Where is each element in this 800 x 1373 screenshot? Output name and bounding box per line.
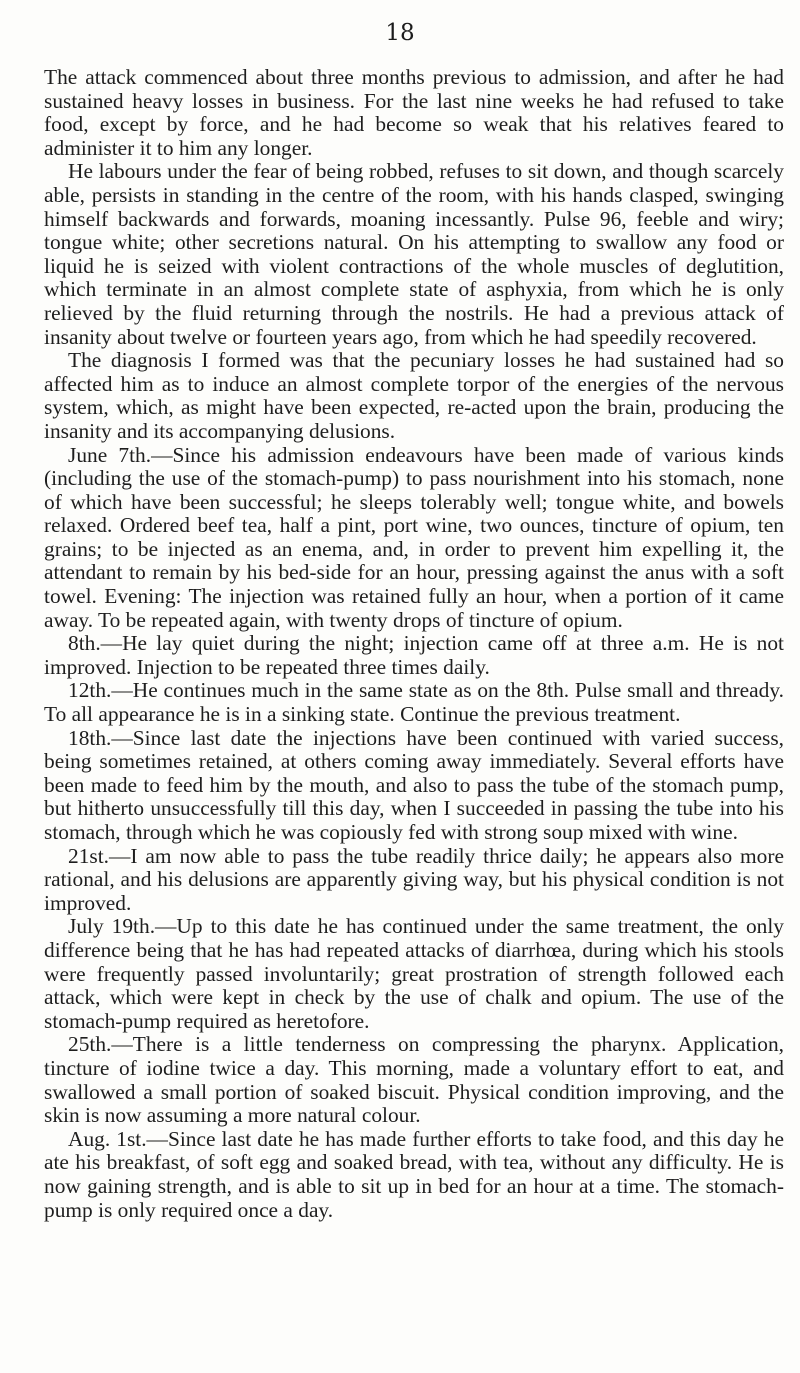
body-text xyxy=(44,66,784,1222)
paragraph-symptoms: He labours under the fear of being robbed, refuses to sit down, and though scarcely able, persists in standing in the centre of the room, with his hands clasped, swinging himself backwards and forwards, moaning incessantly. Pulse 96, feeble and wiry; tongue white; other secretions natural. On his attempting to swallow any food or liquid he is seized with violent contractions of the whole muscles of deglutition, which terminate in an almost complete state of asphyxia, from which he is only relieved by the fluid returning through the nostrils. He had a previous attack of insanity about twelve or fourteen years ago, from which he had speedily recovered. xyxy=(44,159,784,349)
paragraph-12th: 12th.—He continues much in the same state as on the 8th. Pulse small and thready. To all appearance he is in a sinking state. Continue the previous treatment. xyxy=(44,678,784,727)
paragraph-8th: 8th.—He lay quiet during the night; injection came off at three a.m. He is not improved. Injection to be repeated three times daily. xyxy=(44,631,784,679)
paragraph-25th: 25th.—There is a little tenderness on compressing the pharynx. Application, tincture of iodine twice a day. This morning, made a voluntary effort to eat, and swallowed a small portion of soaked biscuit. Physical condition improving, and the skin is now assuming a more natural colour. xyxy=(44,1032,784,1128)
page-number: 18 xyxy=(385,20,415,46)
paragraph-july-19: July 19th.—Up to this date he has continued under the same treatment, the only difference being that he has had repeated attacks of diarrhœa, during which his stools were frequently passed involuntarily; great prostration of strength followed each attack, which were kept in check by the use of chalk and opium. The use of the stomach-pump required as heretofore. xyxy=(44,914,784,1033)
paragraph-aug-1: Aug. 1st.—Since last date he has made further efforts to take food, and this day he ate his breakfast, of soft egg and soaked bread, with tea, without any difficulty. He is now gaining strength, and is able to sit up in bed for an hour at a time. The stomach-pump is only required once a day. xyxy=(44,1126,784,1222)
paragraph-18th: 18th.—Since last date the injections have been continued with varied success, being sometimes retained, at others coming away immediately. Several efforts have been made to feed him by the mouth, and also to pass the tube of the stomach pump, but hitherto unsuccessfully till this day, when I succeeded in passing the tube into his stomach, through which he was copiously fed with strong soup mixed with wine. xyxy=(44,725,784,844)
paragraph-attack-onset: The attack commenced about three months previous to admission, and after he had sustained heavy losses in business. For the last nine weeks he had refused to take food, except by force, and he had become so weak that his relatives feared to administer it to him any longer. xyxy=(44,65,784,160)
paragraph-21st: 21st.—I am now able to pass the tube readily thrice daily; he appears also more rational, and his delusions are apparently giving way, but his physical condition is not improved. xyxy=(44,843,784,915)
paragraph-diagnosis: The diagnosis I formed was that the pecuniary losses he had sustained had so affected him as to induce an almost complete torpor of the energies of the nervous system, which, as might have been expected, re-acted upon the brain, producing the insanity and its accompanying delusions. xyxy=(44,348,784,443)
paragraph-june-7: June 7th.—Since his admission endeavours have been made of various kinds (including the use of the stomach-pump) to pass nourishment into his stomach, none of which have been successful; he sleeps tolerably well; tongue white, and bowels relaxed. Ordered beef tea, half a pint, port wine, two ounces, tincture of opium, ten grains; to be injected as an enema, and, in order to prevent him expelling it, the attendant to remain by his bed-side for an hour, pressing against the anus with a soft towel. Evening: The injection was retained fully an hour, when a portion of it came away. To be repeated again, with twenty drops of tincture of opium. xyxy=(44,442,784,632)
